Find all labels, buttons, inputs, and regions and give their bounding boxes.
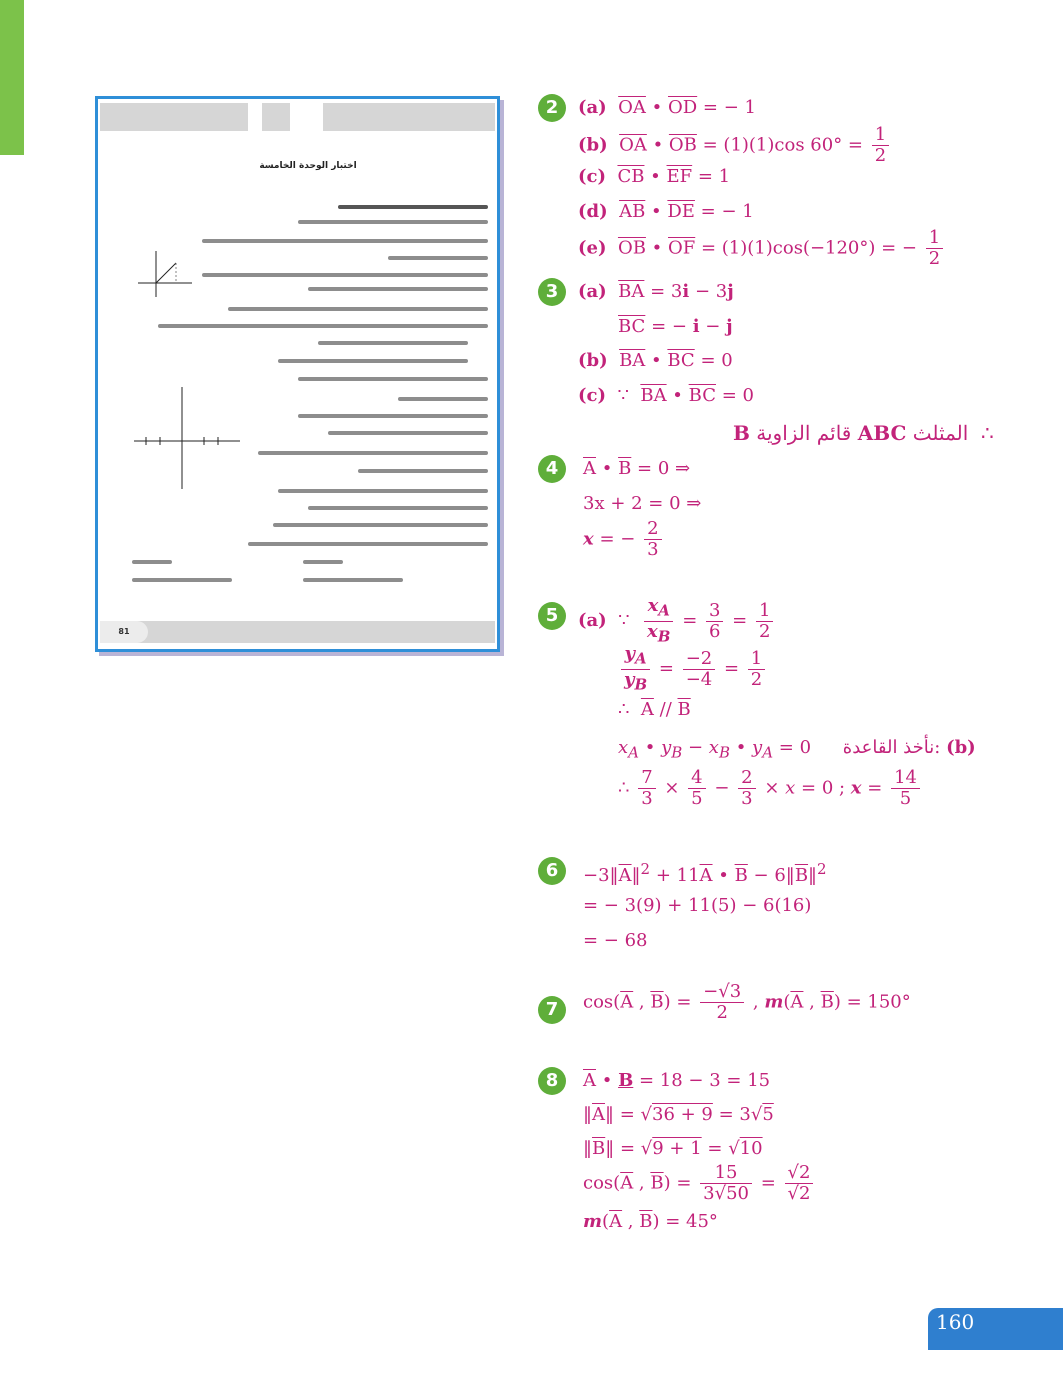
thumbnail-text-line: [202, 273, 488, 277]
answer-line: $\cos(\overline{A}$ , $\overline{B}$) = $\frac{-√3}{2}$ , $m(\overline{A}$ , $\overline{B}) = 150^\circ$: [583, 981, 911, 1023]
answer-line: (b) $\overline{BA}$ • $\overline{BC} = 0$: [578, 350, 733, 371]
thumbnail-text-line: [388, 256, 488, 260]
answer-line: (b) $\overline{OA}$ • $\overline{OB} = (1)(1)\cos$ 60° = $\frac{1}{2}$: [578, 125, 892, 166]
thumbnail-text-line: [132, 578, 232, 582]
thumbnail-text-line: [298, 377, 488, 381]
thumbnail-points-figure: [132, 385, 242, 493]
answer-line: $\frac{y_A}{y_B}$ = $\frac{-2}{-4}$ = $\frac{1}{2}$: [618, 644, 768, 694]
answer-line: $\cos(\overline{A}$ , $\overline{B}$) = $\frac{15}{3√50}$ = $\frac{√2}{√2}$: [583, 1163, 816, 1204]
item-number-badge: 5: [538, 602, 566, 630]
answer-line: $x_A$ • $y_B - x_B$ • $y_A = 0$ نأخذ القاعدة: (b): [618, 737, 976, 762]
thumbnail-text-line: [358, 469, 488, 473]
arabic-conclusion: ∴ المثلث ABC قائم الزاوية B: [733, 421, 994, 445]
thumbnail-text-line: [248, 542, 488, 546]
answer-line: $-3‖\overline{A}‖^2 + 11\overline{A}$ • $\overline{B}$ − $6‖\overline{B}‖^2$: [583, 860, 827, 886]
thumbnail-text-line: [278, 359, 468, 363]
item-number-badge: 8: [538, 1067, 566, 1095]
thumbnail-text-line: [303, 578, 403, 582]
item-number-badge: 2: [538, 94, 566, 122]
answer-line: (a) $\overline{OA}$ • $\overline{OD}$ = − 1: [578, 97, 756, 118]
answer-line: (c) $\overline{CB}$ • $\overline{EF} = 1$: [578, 166, 731, 187]
answer-line: = − 3(9) + 11(5) − 6(16): [583, 895, 812, 916]
answer-line: = − 68: [583, 930, 648, 951]
thumbnail-text-line: [338, 205, 488, 209]
thumbnail-page-number: 81: [100, 621, 148, 643]
thumbnail-footer-band: [100, 621, 495, 643]
thumbnail-text-line: [398, 397, 488, 401]
answer-line: 3x + 2 = 0 ⇒: [583, 493, 702, 514]
thumbnail-axes-figure: [134, 247, 194, 299]
thumbnail-text-line: [328, 431, 488, 435]
item-number-badge: 4: [538, 455, 566, 483]
answer-line: x = − $\frac{2}{3}$: [583, 519, 665, 560]
thumbnail-text-line: [273, 523, 488, 527]
thumbnail-text-line: [308, 506, 488, 510]
thumbnail-text-line: [228, 307, 488, 311]
answer-line: (a) $\overline{BA} = 3i - 3j$: [578, 281, 734, 302]
thumbnail-text-line: [308, 287, 488, 291]
thumbnail-header-band: [100, 103, 495, 131]
answer-line: $‖\overline{A}‖ = √36 + 9 = 3√5$: [583, 1104, 774, 1125]
answer-line: (d) $\overline{AB}$ • $\overline{DE}$ = − 1: [578, 201, 754, 222]
item-number-badge: 6: [538, 857, 566, 885]
answer-line: $\overline{BC}$ = − i − j: [618, 316, 733, 337]
thumbnail-text-line: [278, 489, 488, 493]
answer-line: ∴ $\overline{A} // \overline{B}$: [618, 699, 691, 720]
thumbnail-text-line: [298, 414, 488, 418]
chapter-color-strip: [0, 0, 24, 155]
thumbnail-text-line: [318, 341, 468, 345]
answer-line: ∴ $\frac{7}{3}$ × $\frac{4}{5}$ − $\frac{2}{3}$ × x = 0 ; x = $\frac{14}{5}$: [618, 768, 923, 809]
answer-line: (c) ∵ $\overline{BA}$ • $\overline{BC} = 0$: [578, 385, 754, 406]
answer-line: $\overline{A}$ • B = 18 − 3 = 15: [583, 1070, 771, 1091]
thumbnail-text-line: [202, 239, 488, 243]
item-number-badge: 3: [538, 278, 566, 306]
textbook-page-thumbnail: [95, 96, 500, 652]
item-number-badge: 7: [538, 996, 566, 1024]
answer-line: $m(\overline{A}$ , $\overline{B}) = 45^\circ$: [583, 1211, 718, 1232]
thumbnail-text-line: [258, 451, 488, 455]
answer-line: $\overline{A}$ • $\overline{B} = 0$ ⇒: [583, 458, 691, 479]
thumbnail-text-line: [132, 560, 172, 564]
answer-line: $‖\overline{B}‖ = √9 + 1 = √10$: [583, 1138, 763, 1159]
thumbnail-text-line: [298, 220, 488, 224]
thumbnail-text-line: [303, 560, 343, 564]
answer-line: (e) $\overline{OB}$ • $\overline{OF} = (1)(1)\cos(-120^\circ)$ = − $\frac{1}{2}$: [578, 228, 946, 269]
page-number-tab: 160: [928, 1308, 1063, 1350]
thumbnail-title: اختبار الوحدة الخامسة: [259, 161, 357, 171]
answer-line: (a) ∵ $\frac{x_A}{x_B}$ = $\frac{3}{6}$ = $\frac{1}{2}$: [578, 596, 776, 646]
thumbnail-text-line: [158, 324, 488, 328]
